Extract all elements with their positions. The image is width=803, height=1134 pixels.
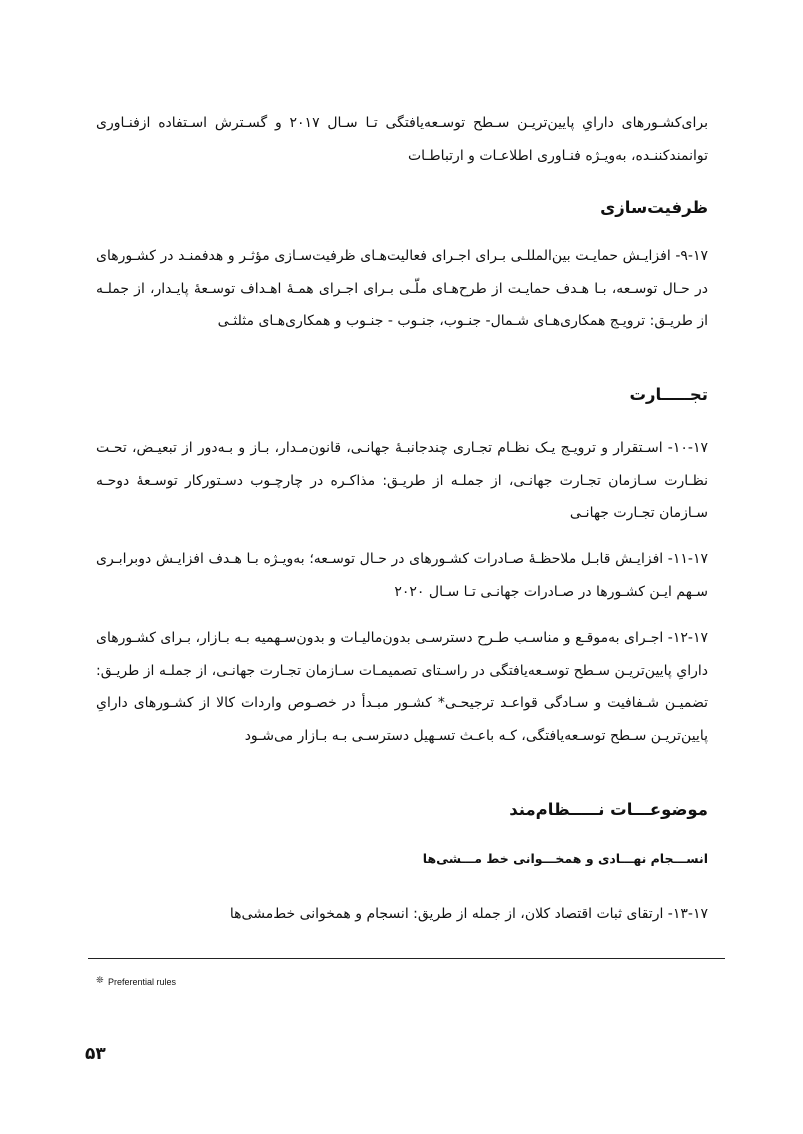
intro-paragraph: برای‌کشـورهای دارایِ پایین‌تریـن سـطح توسـعه‌یافتگی تـا سـال ۲۰۱۷ و گسـترش اسـتفاده ازفنـاوری توانمندکننـده، به‌ویـژه فنـاوری اطلاعـات و ارتباطـات [96, 115, 709, 164]
footnote-divider [88, 958, 725, 959]
heading-trade: تجـــــارت [629, 385, 708, 404]
paragraph-17-11: ۱۱-۱۷- افزایـش قابـل ملاحظـهٔ صـادرات کشـورهای در حـال توسـعه؛ به‌ویـژه بـا هـدف افزایـش دوبرابـری سـهم ایـن کشـورها در صـادرات جهانـی تـا سـال ۲۰۲۰ [96, 551, 708, 600]
paragraph-17-9: ۹-۱۷- افزایـش حمایـت بین‌المللـی بـرای اجـرای فعالیت‌هـای ظرفیت‌سـازی مؤثـر و هدفمنـد در کشـورهای در حـال توسـعه، بـا هـدف حمایـت از طرح‌هـای ملّـی بـرای اجـرای همـهٔ اهـداف توسـعهٔ پایـدار، از جملـه از طریـق: ترویـج همکاری‌هـای شـمال- جنـوب، جنـوب - جنـوب و همکاری‌هـای مثلثـی [96, 248, 708, 329]
paragraph-17-10: ۱۰-۱۷- اسـتقرار و ترویـج یـک نظـام تجـاری چندجانبـهٔ جهانـی، قانون‌مـدار، بـاز و بـه‌دور از تبعیـض، تحـت نظـارت سـازمان تجـارت جهانـی، از جملـه از طریـق: مذاکـره در چارچـوب دسـتورکار توسـعهٔ دوحـه سـازمان تجـارت جهانـی [96, 440, 708, 521]
page-number: ۵۳ [85, 1044, 106, 1064]
heading-systemic-issues: موضوعـــات نـــــظام‌مند [509, 800, 708, 819]
footnote-text: Preferential rules [108, 977, 177, 987]
footnote-marker: ❊ [96, 976, 104, 986]
paragraph-17-12: ۱۲-۱۷- اجـرای به‌موقـع و مناسـب طـرح دسترسـی بدون‌مالیـات و بدون‌سـهمیه بـه بـازار، بـرای کشـورهای دارایِ پایین‌تریـن سـطح توسـعه‌یافتگی در راسـتای تصمیمـات سـازمان تجـارت جهانـی، از جملـه از طریـق: تضمیـن شـفافیت و سـادگی قواعـد ترجیحـی* کشـور مبـدأ در خصـوص واردات کالا از کشـورهای دارایِ پایین‌تریـن سـطح توسـعه‌یافتگی، کـه باعـث تسـهیل دسترسـی بـه بـازار می‌شـود [96, 630, 708, 744]
heading-capacity-building: ظرفیت‌سازی [600, 198, 708, 217]
paragraph-17-13: ۱۳-۱۷- ارتقای ثبات اقتصاد کلان، از جمله از طریق: انسجام و همخوانی خط‌مشی‌ها [229, 906, 708, 922]
subheading-policy-coherence: انســـجام نهـــادی و همخـــوانی خط مـــشی‌ها [422, 851, 708, 866]
